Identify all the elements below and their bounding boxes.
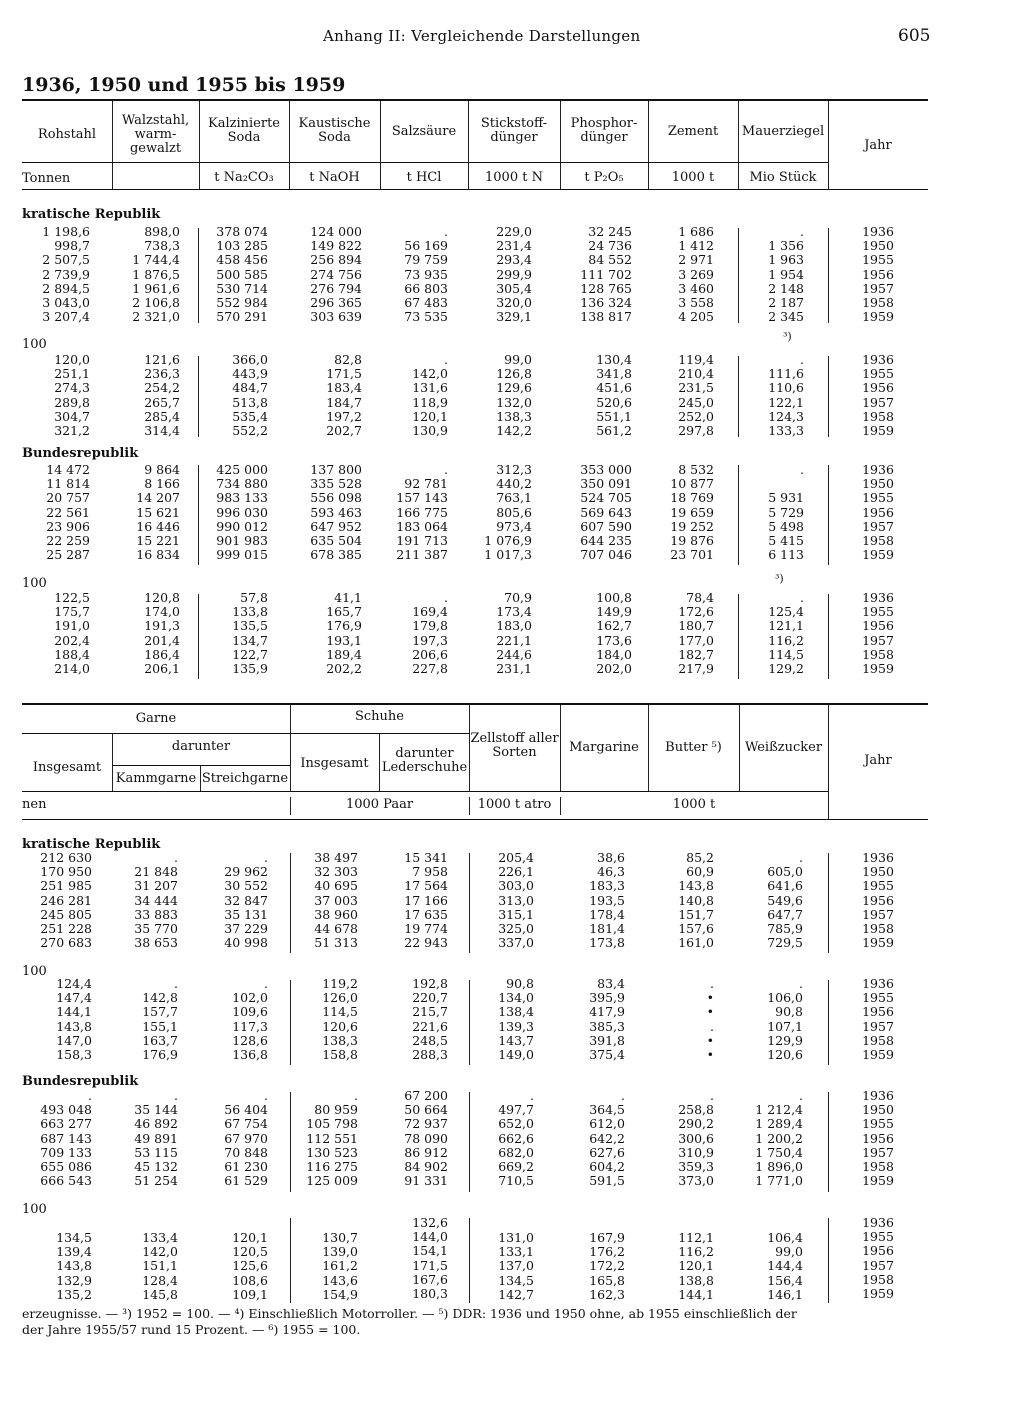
unit-1000t-2: 1000 t xyxy=(672,797,716,812)
data-column: . 35 144 46 892 49 891 53 115 45 132 51 254 xyxy=(134,1088,178,1189)
data-column: 353 000 350 091 524 705 569 643 607 590 644 235 707 046 xyxy=(580,462,632,563)
data-column: . 169,4 179,8 197,3 206,6 227,8 xyxy=(412,590,448,677)
data-column: 133,4 142,0 151,1 128,4 145,8 xyxy=(142,1230,178,1302)
data-column: . 142,8 157,7 155,1 163,7 176,9 xyxy=(142,976,178,1063)
data-column: 121,6 236,3 254,2 265,7 285,4 314,4 xyxy=(144,352,180,439)
col-kammgarne: Kammgarne xyxy=(115,771,197,786)
data-column: . 493 048 663 277 687 143 709 133 655 086 666 543 xyxy=(40,1088,92,1189)
data-column: 130,7 139,0 161,2 143,6 154,9 xyxy=(322,1230,358,1302)
unit-na2co3: t Na₂CO₃ xyxy=(214,170,274,185)
year-column: 1936 1950 1955 1956 1957 1958 1959 xyxy=(862,462,894,563)
section-brd-index: 100 xyxy=(22,576,47,591)
col-garne-insgesamt: Insgesamt xyxy=(32,760,102,775)
darunter-rule xyxy=(112,765,290,766)
unit-tonnen: Tonnen xyxy=(22,171,71,186)
data-column: 124 000 149 822 256 894 274 756 276 794 296 365 303 639 xyxy=(310,224,362,325)
section-brd-index-2: 100 xyxy=(22,1202,47,1217)
data-column: 1 686 1 412 2 971 3 269 3 460 3 558 4 205 xyxy=(678,224,714,325)
data-column: 120,0 251,1 274,3 289,8 304,7 321,2 xyxy=(54,352,90,439)
col-streichgarne: Streichgarne xyxy=(201,771,289,786)
data-column: . 111,6 110,6 122,1 124,3 133,3 xyxy=(768,352,804,439)
year-column: 1936 1950 1955 1956 1957 1958 1959 xyxy=(862,224,894,325)
data-column: 38 497 32 303 40 695 37 003 38 960 44 678 51 313 xyxy=(314,850,358,951)
data-column: 134,5 139,4 143,8 132,9 135,2 xyxy=(56,1230,92,1302)
data-column: 41,1 165,7 176,9 193,1 189,4 202,2 xyxy=(326,590,362,677)
col-phosphor: Phosphor-dünger xyxy=(570,116,638,145)
data-column: 212 630 170 950 251 985 246 281 245 805 251 228 270 683 xyxy=(40,850,92,951)
data-column: 85,2 60,9 143,8 140,8 151,7 157,6 161,0 xyxy=(678,850,714,951)
data-column: 9 864 8 166 14 207 15 621 16 446 15 221 16 834 xyxy=(136,462,180,563)
data-column: 78,4 172,6 180,7 177,0 182,7 217,9 xyxy=(678,590,714,677)
garne-group-rule xyxy=(22,733,290,734)
col-weisszucker: Weißzucker xyxy=(744,740,823,755)
data-column: . 92 781 157 143 166 775 183 064 191 713 211 387 xyxy=(396,462,448,563)
data-column: 57,8 133,8 135,5 134,7 122,7 135,9 xyxy=(232,590,268,677)
section-ddr-2: kratische Republik xyxy=(22,837,161,852)
data-column: 83,4 395,9 417,9 385,3 391,8 375,4 xyxy=(589,976,625,1063)
data-column: 167,9 176,2 172,2 165,8 162,3 xyxy=(589,1230,625,1302)
data-column: 99,0 126,8 129,6 132,0 138,3 142,2 xyxy=(496,352,532,439)
data-column: 124,4 147,4 144,1 143,8 147,0 158,3 xyxy=(56,976,92,1063)
data-column: 8 532 10 877 18 769 19 659 19 252 19 876 23 701 xyxy=(670,462,714,563)
data-column: 67 200 50 664 72 937 78 090 86 912 84 902 91 331 xyxy=(404,1088,448,1189)
year-column: 1936 1955 1956 1957 1958 1959 xyxy=(862,352,894,439)
unit-naoh: t NaOH xyxy=(309,170,360,185)
unit-1000tn: 1000 t N xyxy=(485,170,543,185)
running-title: Anhang II: Vergleichende Darstellungen xyxy=(323,27,641,45)
data-column: . 1 356 1 963 1 954 2 148 2 187 2 345 xyxy=(768,224,804,325)
data-column: . 29 962 30 552 32 847 35 131 37 229 40 998 xyxy=(224,850,268,951)
col-zellstoff: Zellstoff aller Sorten xyxy=(470,731,559,760)
table1-top-rule xyxy=(22,99,928,101)
unit-1000-paar: 1000 Paar xyxy=(345,797,414,812)
col-kaust-soda: Kaustische Soda xyxy=(298,116,371,145)
unit-1000t: 1000 t xyxy=(671,170,715,185)
data-column: 229,0 231,4 293,4 299,9 305,4 320,0 329,1 xyxy=(496,224,532,325)
data-column: 15 341 7 958 17 564 17 166 17 635 19 774 22 943 xyxy=(404,850,448,951)
data-column: 898,0 738,3 1 744,4 1 876,5 1 961,6 2 106,8 2 321,0 xyxy=(132,224,180,325)
data-column: . 258,8 290,2 300,6 310,9 359,3 373,0 xyxy=(678,1088,714,1189)
group-garne: Garne xyxy=(135,711,177,726)
unit-1000t-atro: 1000 t atro xyxy=(477,797,552,812)
unit-divider xyxy=(560,797,561,815)
unit-nen: nen xyxy=(22,797,47,812)
unit-divider xyxy=(290,797,291,815)
data-column: 1 198,6 998,7 2 507,5 2 739,9 2 894,5 3 043,0 3 207,4 xyxy=(42,224,90,325)
data-column: 106,4 99,0 144,4 156,4 146,1 xyxy=(767,1230,803,1302)
section-brd: Bundesrepublik xyxy=(22,446,139,461)
footnote-marker-3b: ³) xyxy=(775,572,784,585)
data-column: 14 472 11 814 20 757 22 561 23 906 22 259 25 287 xyxy=(46,462,90,563)
group-darunter: darunter xyxy=(171,739,231,754)
footnote-line-1: erzeugnisse. — ³) 1952 = 100. — ⁴) Einschließlich Motorroller. — ⁵) DDR: 1936 und 1950 ohne, ab 1955 einschließlich der xyxy=(22,1306,797,1321)
col-salzsaeure: Salzsäure xyxy=(391,124,457,139)
table1-head-bottom-rule xyxy=(22,189,928,190)
data-column: 131,0 133,1 137,0 134,5 142,7 xyxy=(498,1230,534,1302)
data-column: 90,8 134,0 138,4 139,3 143,7 149,0 xyxy=(498,976,534,1063)
data-column: . 21 848 31 207 34 444 33 883 35 770 38 653 xyxy=(134,850,178,951)
data-column: 119,4 210,4 231,5 245,0 252,0 297,8 xyxy=(678,352,714,439)
group-schuhe: Schuhe xyxy=(355,709,404,724)
data-column: 100,8 149,9 162,7 173,6 184,0 202,0 xyxy=(596,590,632,677)
data-column: . 497,7 652,0 662,6 682,0 669,2 710,5 xyxy=(498,1088,534,1189)
unit-hcl: t HCl xyxy=(406,170,442,185)
page-number: 605 xyxy=(898,26,931,46)
col-schuhe-insgesamt: Insgesamt xyxy=(300,756,369,771)
page-title: 1936, 1950 und 1955 bis 1959 xyxy=(22,74,346,96)
data-column: 82,8 171,5 183,4 184,7 197,2 202,7 xyxy=(326,352,362,439)
col-walzstahl: Walzstahl, warm-gewalzt xyxy=(121,113,190,156)
data-column: 192,8 220,7 215,7 221,6 248,5 288,3 xyxy=(412,976,448,1063)
data-column: . 364,5 612,0 642,2 627,6 604,2 591,5 xyxy=(589,1088,625,1189)
data-column: 130,4 341,8 451,6 520,6 551,1 561,2 xyxy=(596,352,632,439)
data-column: 112,1 116,2 120,1 138,8 144,1 xyxy=(678,1230,714,1302)
year-column: 1936 1955 1956 1957 1958 1959 xyxy=(862,1215,894,1302)
data-column: . 605,0 641,6 549,6 647,7 785,9 729,5 xyxy=(767,850,803,951)
data-column: . 142,0 131,6 118,9 120,1 130,9 xyxy=(412,352,448,439)
data-column: . 56 404 67 754 67 970 70 848 61 230 61 529 xyxy=(224,1088,268,1189)
col-zement: Zement xyxy=(667,124,719,139)
year-column: 1936 1955 1956 1957 1958 1959 xyxy=(862,976,894,1063)
data-column: 132,6 144,0 154,1 171,5 167,6 180,3 xyxy=(412,1215,448,1302)
data-column: 425 000 734 880 983 133 996 030 990 012 901 983 999 015 xyxy=(216,462,268,563)
schuhe-group-rule xyxy=(290,733,469,734)
col-kalz-soda: Kalzinierte Soda xyxy=(208,116,280,145)
unit-mio-stueck: Mio Stück xyxy=(749,170,817,185)
data-column: . 56 169 79 759 73 935 66 803 67 483 73 535 xyxy=(404,224,448,325)
col-jahr: Jahr xyxy=(864,138,892,153)
col-rohstahl: Rohstahl xyxy=(37,127,97,142)
data-column: 312,3 440,2 763,1 805,6 973,4 1 076,9 1 017,3 xyxy=(484,462,532,563)
data-column: 70,9 173,4 183,0 221,1 244,6 231,1 xyxy=(496,590,532,677)
data-column: 378 074 103 285 458 456 500 585 530 714 552 984 570 291 xyxy=(216,224,268,325)
data-column: 38,6 46,3 183,3 193,5 178,4 181,4 173,8 xyxy=(589,850,625,951)
data-column: . 1 212,4 1 289,4 1 200,2 1 750,4 1 896,0 1 771,0 xyxy=(755,1088,803,1189)
col-margarine: Margarine xyxy=(569,740,639,755)
section-ddr: kratische Republik xyxy=(22,207,161,222)
table2-head-bottom-rule xyxy=(22,819,928,820)
data-column: 366,0 443,9 484,7 513,8 535,4 552,2 xyxy=(232,352,268,439)
section-ddr-index-2: 100 xyxy=(22,964,47,979)
data-column: . 106,0 90,8 107,1 129,9 120,6 xyxy=(767,976,803,1063)
table1-unit-rule xyxy=(22,162,828,163)
data-column: . 80 959 105 798 112 551 130 523 116 275 125 009 xyxy=(306,1088,358,1189)
year-column: 1936 1950 1955 1956 1957 1958 1959 xyxy=(862,850,894,951)
data-column: 119,2 126,0 114,5 120,6 138,3 158,8 xyxy=(322,976,358,1063)
data-column: 205,4 226,1 303,0 313,0 315,1 325,0 337,0 xyxy=(498,850,534,951)
data-column: 120,8 174,0 191,3 201,4 186,4 206,1 xyxy=(144,590,180,677)
unit-divider xyxy=(469,797,470,815)
col-jahr-2: Jahr xyxy=(864,753,892,768)
col-mauerziegel: Mauerziegel xyxy=(741,124,825,139)
year-column: 1936 1955 1956 1957 1958 1959 xyxy=(862,590,894,677)
year-column: 1936 1950 1955 1956 1957 1958 1959 xyxy=(862,1088,894,1189)
unit-p2o5: t P₂O₅ xyxy=(584,170,624,185)
col-lederschuhe: darunter Lederschuhe xyxy=(381,746,468,775)
footnote-marker-3: ³) xyxy=(783,330,792,343)
data-column: 120,1 120,5 125,6 108,6 109,1 xyxy=(232,1230,268,1302)
data-column: . • • . • • xyxy=(706,976,714,1063)
data-column: . 102,0 109,6 117,3 128,6 136,8 xyxy=(232,976,268,1063)
col-butter: Butter ⁵) xyxy=(665,740,722,755)
table2-top-rule xyxy=(22,703,928,705)
data-column: . 125,4 121,1 116,2 114,5 129,2 xyxy=(768,590,804,677)
data-column: 122,5 175,7 191,0 202,4 188,4 214,0 xyxy=(54,590,90,677)
footnote-line-2: der Jahre 1955/57 rund 15 Prozent. — ⁶) 1955 = 100. xyxy=(22,1322,361,1337)
col-stickstoff: Stickstoff-dünger xyxy=(480,116,548,145)
section-brd-2: Bundesrepublik xyxy=(22,1074,139,1089)
table2-unit-rule xyxy=(22,791,828,792)
data-column: . 5 931 5 729 5 498 5 415 6 113 xyxy=(768,462,804,563)
data-column: 32 245 24 736 84 552 111 702 128 765 136 324 138 817 xyxy=(580,224,632,325)
data-column: 137 800 335 528 556 098 593 463 647 952 635 504 678 385 xyxy=(310,462,362,563)
section-ddr-index: 100 xyxy=(22,337,47,352)
